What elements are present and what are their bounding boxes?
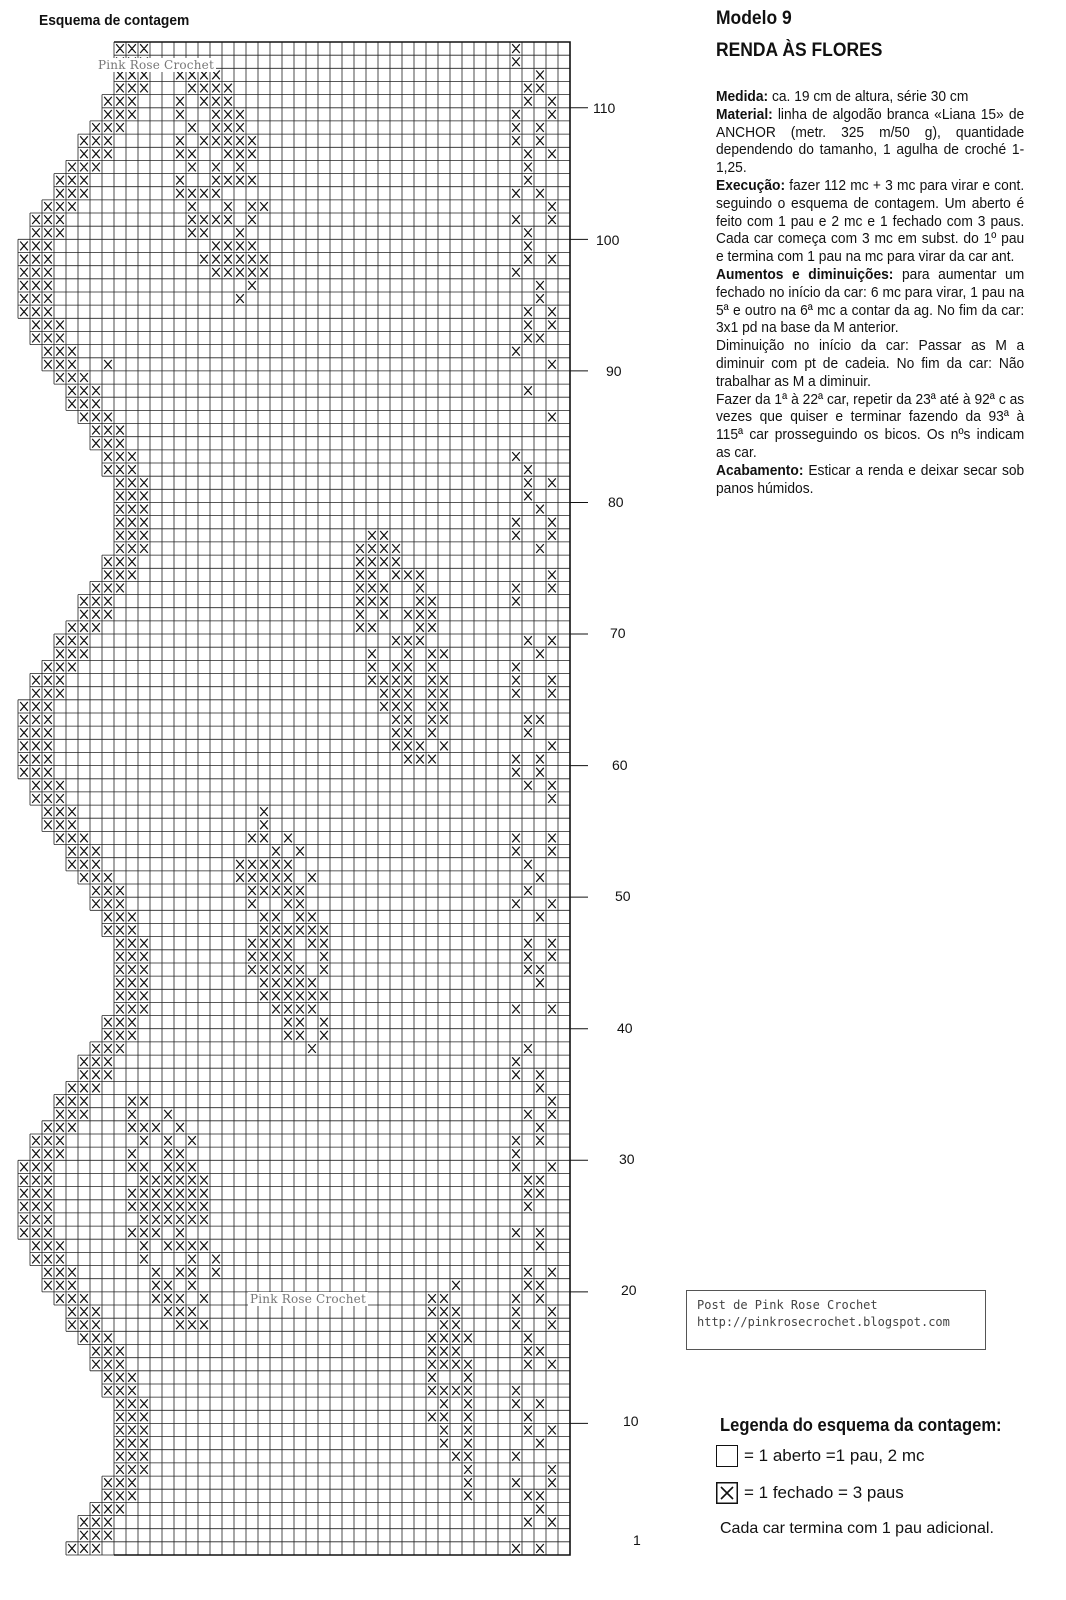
filled-crosses	[20, 44, 556, 1553]
material-text: linha de algodão branca «Liana 15» de ANCHOR (metr. 325 m/50 g), quantidade dependendo do tamanho, 1 agulha de croché 1-1,25.	[716, 105, 1025, 177]
cross-square-icon	[716, 1482, 738, 1504]
credit-url[interactable]: http://pinkrosecrochet.blogspot.com	[697, 1315, 950, 1329]
legend-open-text: = 1 aberto =1 pau, 2 mc	[744, 1446, 925, 1465]
aumentos-line	[716, 266, 1024, 337]
row-label-50: 50	[615, 888, 631, 904]
row-label-70: 70	[610, 625, 626, 641]
row-label-1: 1	[633, 1532, 641, 1548]
grid-lines	[18, 42, 588, 1555]
watermark-top: Pink Rose Crochet	[98, 58, 214, 72]
material-line	[716, 106, 1024, 177]
diminuicao-line: Diminuição no início da car: Passar as M a diminuir com pt de cadeia. No fim da car: Não trabalhar as M a diminuir.	[716, 337, 1025, 390]
aumentos-text: para aumentar um fechado no início da car: 6 mc para virar, 1 pau na 5ª e outro na 6ª mc a contar da ag. No fim da car: 3x1 pd na base da M anterior.	[716, 265, 1025, 337]
row-label-90: 90	[606, 363, 622, 379]
row-label-10: 10	[623, 1413, 639, 1429]
legend-open	[716, 1445, 925, 1467]
grid-cells	[18, 42, 570, 1555]
row-label-30: 30	[619, 1151, 635, 1167]
row-label-60: 60	[612, 757, 628, 773]
legend-title: Legenda do esquema da contagem:	[720, 1415, 1002, 1435]
acabamento-label: Acabamento:	[716, 461, 804, 479]
pattern-name: RENDA ÀS FLORES	[716, 40, 883, 61]
pattern-number: Modelo 9	[716, 8, 792, 29]
chart-title: Esquema de contagem	[39, 12, 190, 29]
medida-line	[716, 88, 1024, 106]
row-label-80: 80	[608, 494, 624, 510]
acabamento-line	[716, 462, 1024, 498]
legend-closed	[716, 1482, 904, 1504]
row-label-40: 40	[617, 1020, 633, 1036]
execucao-label: Execução:	[716, 176, 786, 194]
row-label-20: 20	[621, 1282, 637, 1298]
instructions	[716, 88, 1024, 497]
acabamento-text: Esticar a renda e deixar secar sob panos húmidos.	[716, 461, 1025, 497]
watermark-bottom: Pink Rose Crochet	[250, 1292, 366, 1306]
aumentos-label: Aumentos e diminuições:	[716, 265, 894, 283]
credit-box	[686, 1290, 986, 1350]
repeticao-line: Fazer da 1ª à 22ª car, repetir da 23ª até à 92ª c as vezes que quiser e terminar fazendo da 93ª à 115ª car prosseguindo os bicos. Os nºs indicam as car.	[716, 390, 1025, 461]
legend-footer: Cada car termina com 1 pau adicional.	[720, 1520, 994, 1537]
medida-text: ca. 19 cm de altura, série 30 cm	[771, 88, 969, 105]
material-label: Material:	[716, 105, 773, 123]
execucao-text: fazer 112 mc + 3 mc para virar e cont. seguindo o esquema de contagem. Um aberto é feito com 1 pau e 2 mc e 1 fechado com 3 paus. Cada car começa com 3 mc em subst. do 1º pau e termina com 1 pau na mc para virar da car ant.	[716, 176, 1025, 266]
row-label-100: 100	[596, 232, 620, 248]
medida-label: Medida:	[716, 88, 769, 105]
legend-closed-text: = 1 fechado = 3 paus	[744, 1483, 904, 1502]
credit-line: Post de Pink Rose Crochet	[697, 1298, 878, 1312]
row-label-110: 110	[593, 100, 616, 116]
execucao-line	[716, 177, 1024, 266]
open-square-icon	[716, 1445, 738, 1467]
